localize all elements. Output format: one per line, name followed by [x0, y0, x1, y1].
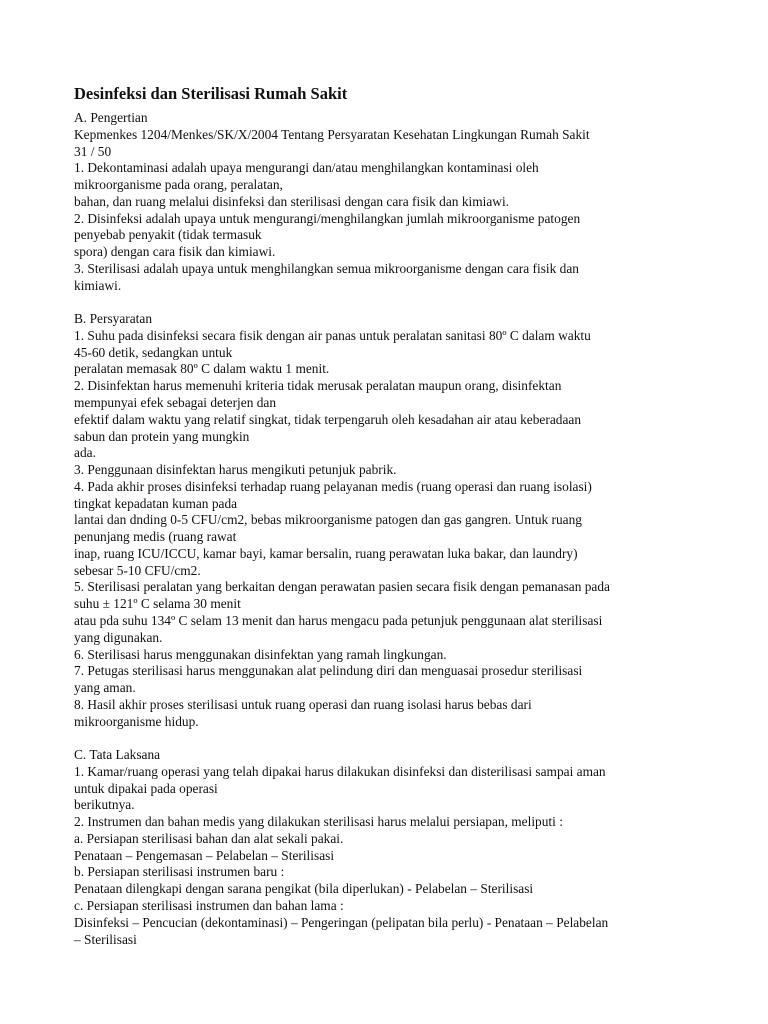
text-line: sabun dan protein yang mungkin — [74, 428, 250, 444]
text-line: yang aman. — [74, 680, 136, 696]
text-line: 45-60 detik, sedangkan untuk — [74, 344, 233, 360]
text-line: c. Persiapan sterilisasi instrumen dan bahan lama : — [74, 897, 344, 913]
text-line: kimiawi. — [74, 277, 122, 293]
text-line: Disinfeksi – Pencucian (dekontaminasi) – Pengeringan (pelipatan bila perlu) - Penataan – Pelabelan — [74, 914, 609, 930]
text-line: peralatan memasak 80º C dalam waktu 1 menit. — [74, 361, 330, 377]
text-line: untuk dipakai pada operasi — [74, 780, 218, 796]
text-line: Penataan dilengkapi dengan sarana pengikat (bila diperlukan) - Pelabelan – Sterilisasi — [74, 881, 534, 897]
text-line: penunjang medis (ruang rawat — [74, 529, 237, 545]
text-line: sebesar 5-10 CFU/cm2. — [74, 562, 201, 578]
text-line: 5. Sterilisasi peralatan yang berkaitan dengan perawatan pasien secara fisik dengan pemanasan pada — [74, 579, 610, 595]
text-line: Kepmenkes 1204/Menkes/SK/X/2004 Tentang Persyaratan Kesehatan Lingkungan Rumah Sakit — [74, 126, 590, 142]
text-line: Penataan – Pengemasan – Pelabelan – Sterilisasi — [74, 847, 335, 863]
text-line: C. Tata Laksana — [74, 747, 161, 763]
text-line: 7. Petugas sterilisasi harus menggunakan alat pelindung diri dan menguasai prosedur sterilisasi — [74, 663, 583, 679]
text-line: 3. Sterilisasi adalah upaya untuk menghilangkan semua mikroorganisme dengan cara fisik dan — [74, 260, 579, 276]
text-line: ada. — [74, 445, 96, 461]
text-line: A. Pengertian — [74, 110, 148, 125]
text-line: berikutnya. — [74, 797, 135, 813]
text-line: 2. Disinfektan harus memenuhi kriteria tidak merusak peralatan maupun orang, disinfektan — [74, 378, 562, 394]
text-line: 3. Penggunaan disinfektan harus mengikuti petunjuk pabrik. — [74, 462, 397, 478]
text-line: 1. Kamar/ruang operasi yang telah dipakai harus dilakukan disinfeksi dan disterilisasi sampai aman — [74, 763, 606, 779]
text-line: a. Persiapan sterilisasi bahan dan alat sekali pakai. — [74, 830, 344, 846]
paragraph-spacer — [74, 294, 704, 311]
paragraph-spacer — [74, 730, 704, 747]
text-line: 8. Hasil akhir proses sterilisasi untuk ruang operasi dan ruang isolasi harus bebas dari — [74, 696, 532, 712]
text-line: – Sterilisasi — [74, 931, 137, 947]
text-line: yang digunakan. — [74, 629, 163, 645]
text-line: 4. Pada akhir proses disinfeksi terhadap ruang pelayanan medis (ruang operasi dan ruang isolasi) — [74, 478, 592, 494]
text-line: inap, ruang ICU/ICCU, kamar bayi, kamar bersalin, ruang perawatan luka bakar, dan laundry) — [74, 545, 578, 561]
text-line: lantai dan dnding 0-5 CFU/cm2, bebas mikroorganisme patogen dan gas gangren. Untuk ruang — [74, 512, 583, 528]
text-line: 2. Instrumen dan bahan medis yang dilakukan sterilisasi harus melalui persiapan, meliputi : — [74, 814, 563, 830]
text-line: mikroorganisme pada orang, peralatan, — [74, 177, 283, 193]
text-line: spora) dengan cara fisik dan kimiawi. — [74, 244, 276, 260]
text-line: B. Persyaratan — [74, 311, 153, 327]
document-title: Desinfeksi dan Sterilisasi Rumah Sakit — [74, 84, 348, 103]
text-line: 2. Disinfeksi adalah upaya untuk mengurangi/menghilangkan jumlah mikroorganisme patogen — [74, 210, 581, 226]
text-line: b. Persiapan sterilisasi instrumen baru : — [74, 864, 285, 880]
text-line: tingkat kepadatan kuman pada — [74, 495, 238, 511]
text-line: mikroorganisme hidup. — [74, 713, 199, 729]
text-line: penyebab penyakit (tidak termasuk — [74, 227, 262, 243]
document-body — [74, 110, 704, 948]
text-line: 31 / 50 — [74, 143, 112, 159]
text-line: bahan, dan ruang melalui disinfeksi dan sterilisasi dengan cara fisik dan kimiawi. — [74, 193, 510, 209]
text-line: suhu ± 121º C selama 30 menit — [74, 596, 241, 612]
text-line: 1. Suhu pada disinfeksi secara fisik dengan air panas untuk peralatan sanitasi 80º C dalam waktu — [74, 327, 591, 343]
text-line: 6. Sterilisasi harus menggunakan disinfektan yang ramah lingkungan. — [74, 646, 447, 662]
text-line: mempunyai efek sebagai deterjen dan — [74, 395, 277, 411]
text-line: atau pda suhu 134º C selam 13 menit dan harus mengacu pada petunjuk penggunaan alat sterilisasi — [74, 612, 603, 628]
text-line: efektif dalam waktu yang relatif singkat, tidak terpengaruh oleh kesadahan air atau keberadaan — [74, 411, 582, 427]
text-line: 1. Dekontaminasi adalah upaya mengurangi dan/atau menghilangkan kontaminasi oleh — [74, 160, 539, 176]
